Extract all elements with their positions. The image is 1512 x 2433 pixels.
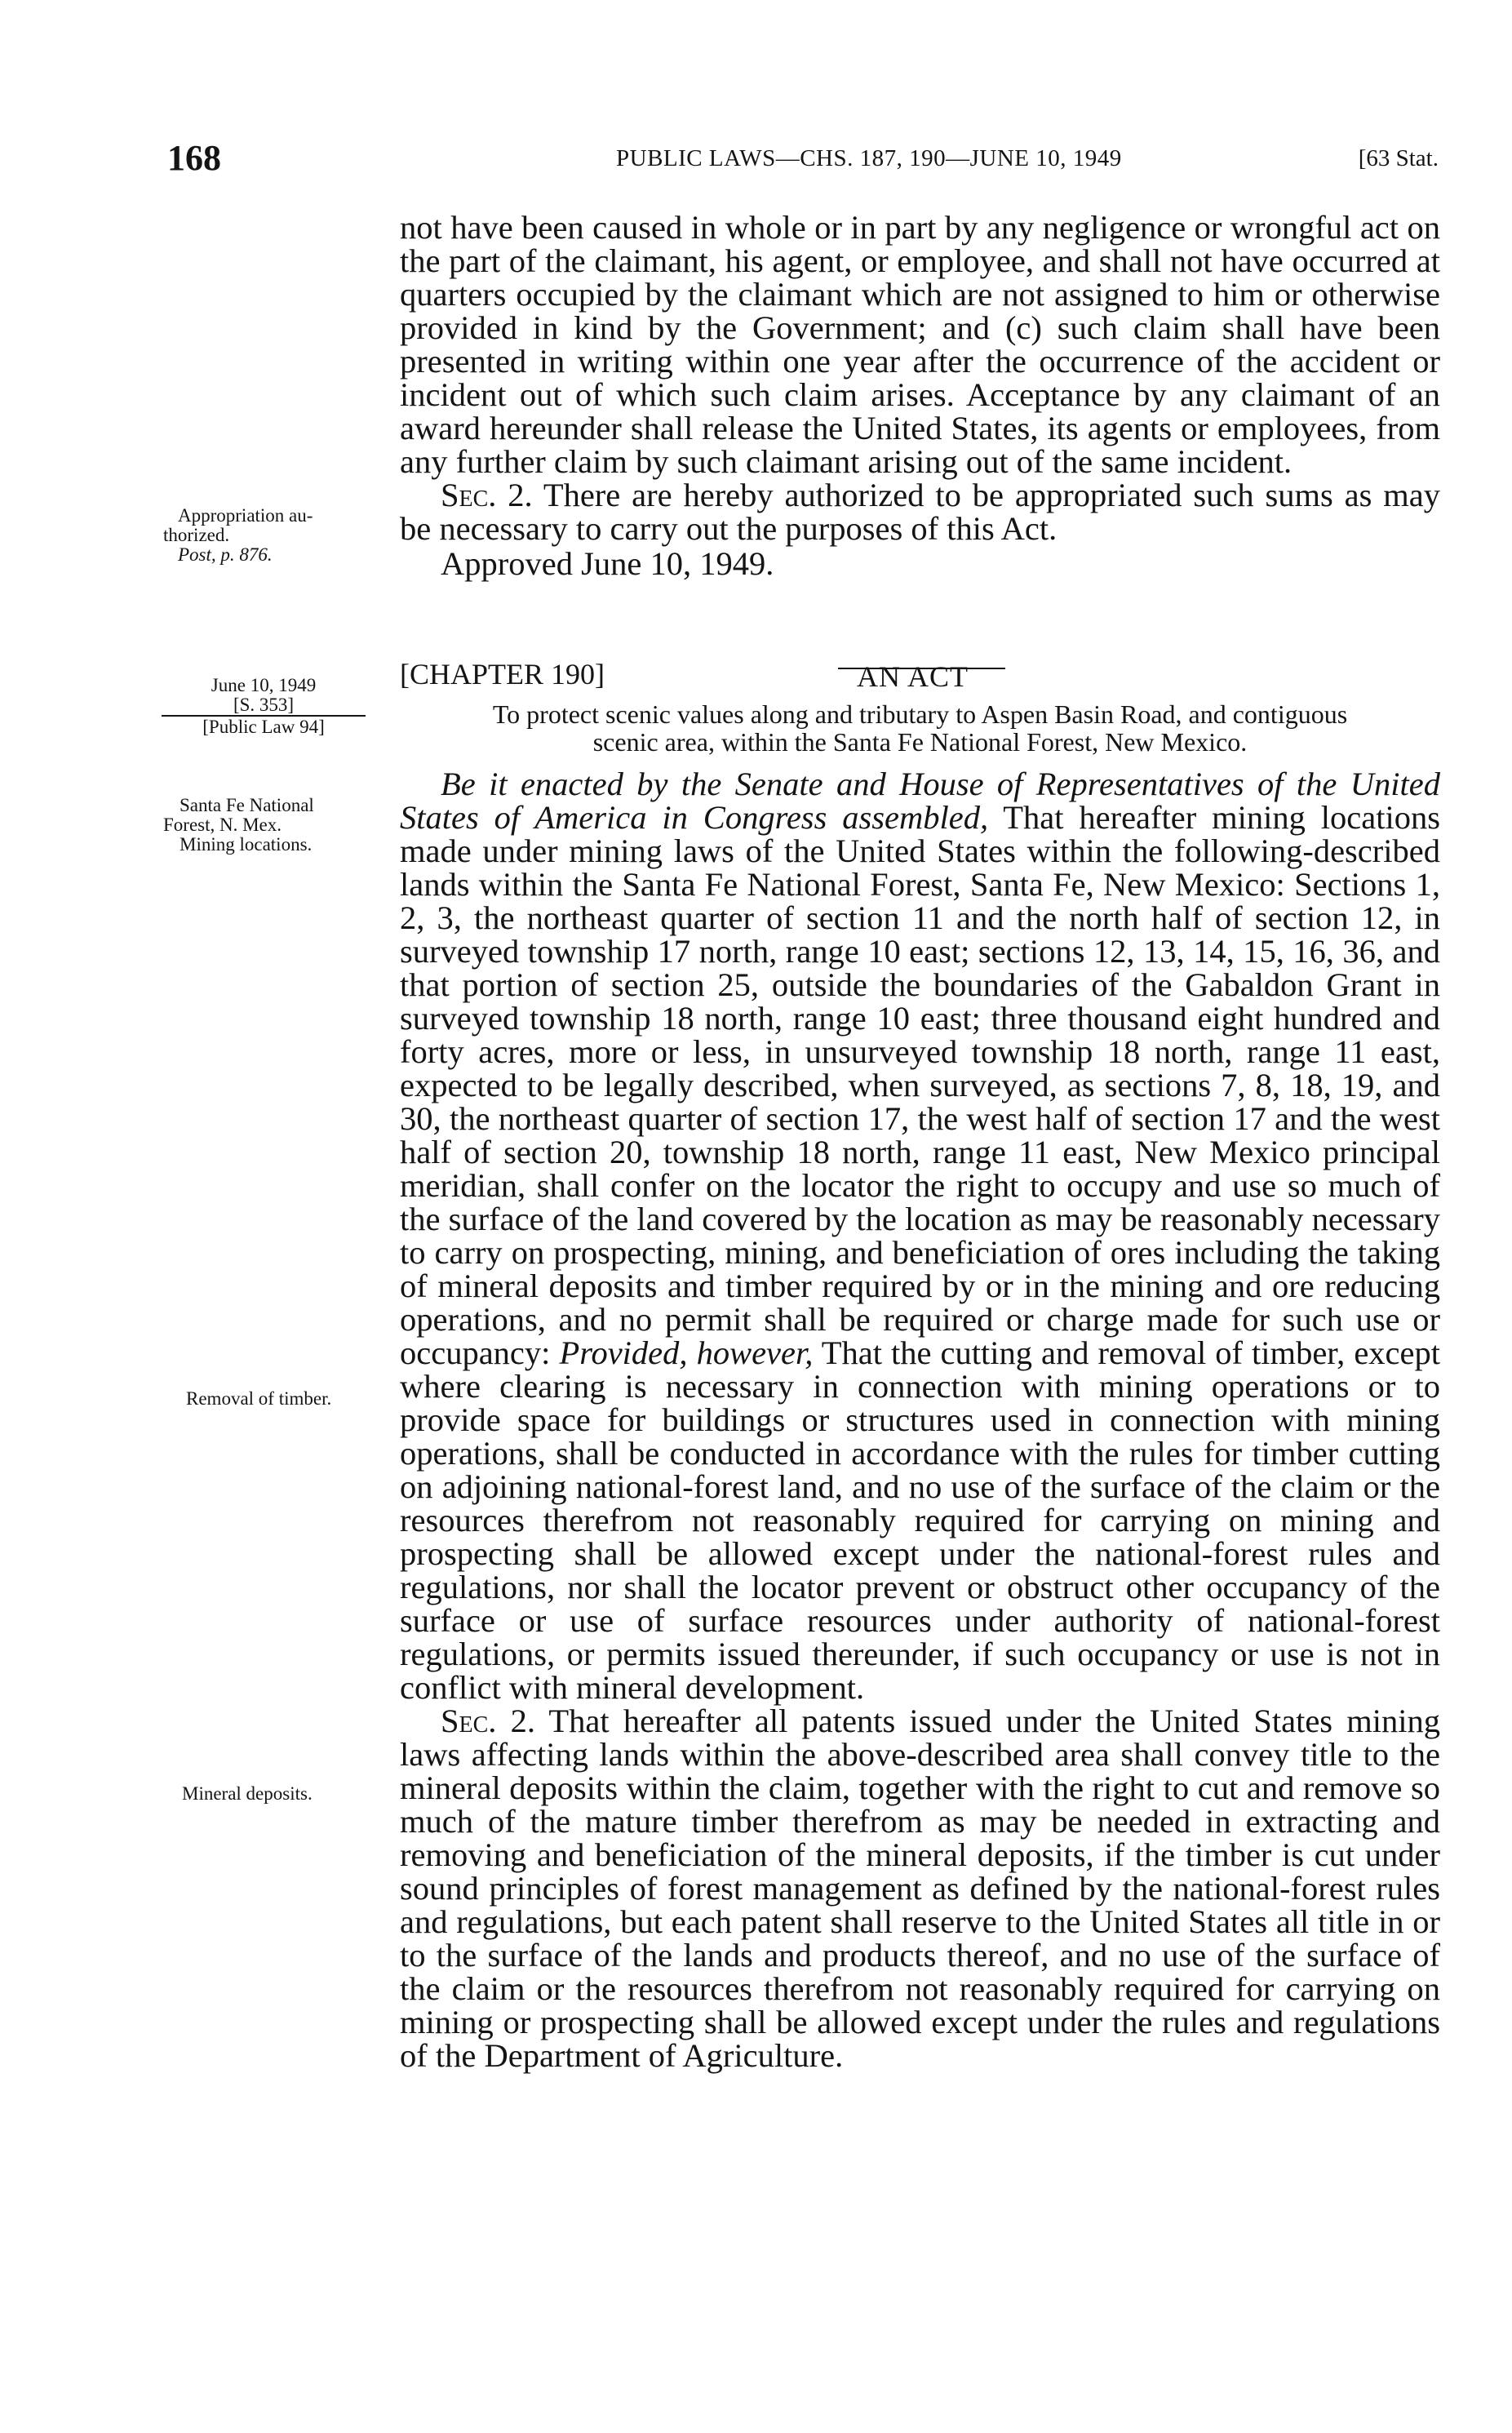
act-section-1: [400, 767, 1440, 1704]
senate-bill-number: [S. 353]: [233, 695, 295, 715]
section-1-text-a: That hereafter mining locations made under mining laws of the United States within the following-described lands within the Santa Fe National Forest, Santa Fe, New Mexico: Sections 1, 2, 3, the northeast quarter of section 11 and the north half of section 12, in surveyed township 17 north, range 10 east; sections 12, 13, 14, 15, 16, 36, and that portion of section 25, outside the boundaries of the Gabaldon Grant in surveyed township 18 north, range 10 east; three thousand eight hundred and forty acres, more or less, in unsurveyed township 18 north, range 11 east, expected to be legally described, when surveyed, as sections 7, 8, 18, 19, and 30, the northeast quarter of section 17, the west half of section 17 and the west half of section 20, township 18 north, range 11 east, New Mexico principal meridian, shall confer on the locator the right to occupy and use so much of the surface of the land covered by the location as may be reasonably necessary to carry on prospecting, mining, and beneficiation of ores including the taking of mineral deposits and timber required by or in the mining and ore reducing operations, and no permit shall be required or charge made for such use or occupancy:: [400, 799, 1440, 1371]
section-1-text-b: That the cutting and removal of timber, except where clearing is necessary in connection with mining operations or to provide space for buildings or structures used in connection with mining operations, shall be conducted in accordance with the rules for timber cutting on adjoining national-forest land, and no use of the surface of the claim or the resources therefrom not reasonably required for carrying on mining and prospecting shall be allowed except under the national-forest rules and regulations, nor shall the locator prevent or obstruct other occupancy of the surface or use of surface resources under authority of national-forest regulations, or permits issued thereunder, if such occupancy or use is not in conflict with mineral development.: [400, 1334, 1441, 1706]
margin-note-santa-fe-line-2: Forest, N. Mex.: [163, 815, 282, 835]
section-2-label: Sec. 2.: [441, 477, 533, 513]
margin-note-santa-fe: [163, 795, 314, 855]
chapter-number: [CHAPTER 190]: [400, 658, 605, 690]
margin-note-mineral-deposits: Mineral deposits.: [182, 1783, 313, 1804]
act-section-2-label: Sec. 2.: [441, 1703, 535, 1739]
page-number: 168: [167, 138, 221, 178]
enacting-clause: Be it enacted by the Senate and House of Representatives of the United States of America in Congress assembled,: [400, 766, 1440, 836]
running-header: [167, 137, 1439, 178]
public-law-number: [Public Law 94]: [202, 717, 325, 737]
margin-note-post-ref: [178, 545, 313, 565]
margin-note-appropriation-line-2: thorized.: [163, 525, 230, 545]
margin-note-santa-fe-line-1: Santa Fe National: [180, 795, 314, 815]
margin-note-appropriation: [163, 505, 313, 565]
running-title: PUBLIC LAWS—CHS. 187, 190—JUNE 10, 1949: [616, 145, 1122, 171]
continuation-paragraph: not have been caused in whole or in part by any negligence or wrongful act on the part of the claimant, his agent, or employee, and shall not have occurred at quarters occupied by the claimant which are not assigned to him or otherwise provided in kind by the Government; and (c) such claim shall have been presented in writing within one year after the occurrence of the accident or incident out of which such claim arises. Acceptance by any claimant of an award hereunder shall release the United States, its agents or employees, from any further claim by such claimant arising out of the same incident.: [400, 209, 1440, 480]
statute-reference: [63 Stat.: [1358, 145, 1439, 171]
enactment-date: June 10, 1949: [211, 675, 317, 695]
act-section-2: [400, 1704, 1440, 2072]
approved-line: Approved June 10, 1949.: [441, 545, 774, 582]
margin-note-appropriation-line-1: Appropriation au-: [178, 505, 313, 526]
an-act-heading: AN ACT: [857, 660, 969, 693]
margin-note-mining-locations: Mining locations.: [180, 834, 313, 855]
enactment-reference-box: [162, 676, 366, 737]
section-2-text: There are hereby authorized to be appropriated such sums as may be necessary to carry out the purposes of this Act.: [400, 477, 1440, 547]
act-purpose-line-2: scenic area, within the Santa Fe National Forest, New Mexico.: [592, 727, 1248, 757]
post-ref-text: Post, p. 876.: [178, 544, 273, 565]
continuation-text-block: [400, 211, 1440, 580]
continuation-section-2: [400, 478, 1440, 545]
act-section-2-text: That hereafter all patents issued under the United States mining laws affecting lands within the above-described area shall convey title to the mineral deposits within the claim, together with the right to cut and remove so much of the mature timber therefrom as may be needed in extracting and removing and beneficiation of the mineral deposits, if the timber is cut under sound principles of forest management as defined by the national-forest rules and regulations, but each patent shall reserve to the United States all title in or to the surface of the lands and products thereof, and no use of the surface of the claim or the resources therefrom not reasonably required for carrying on mining or prospecting shall be allowed except under the rules and regulations of the Department of Agriculture.: [400, 1703, 1440, 2074]
act-body: [400, 767, 1440, 2072]
margin-note-removal-of-timber: Removal of timber.: [186, 1388, 332, 1409]
act-purpose-line-1: To protect scenic values along and tributary to Aspen Basin Road, and contiguous: [492, 699, 1348, 729]
act-purpose: [400, 700, 1440, 756]
proviso: Provided, however,: [559, 1334, 814, 1371]
